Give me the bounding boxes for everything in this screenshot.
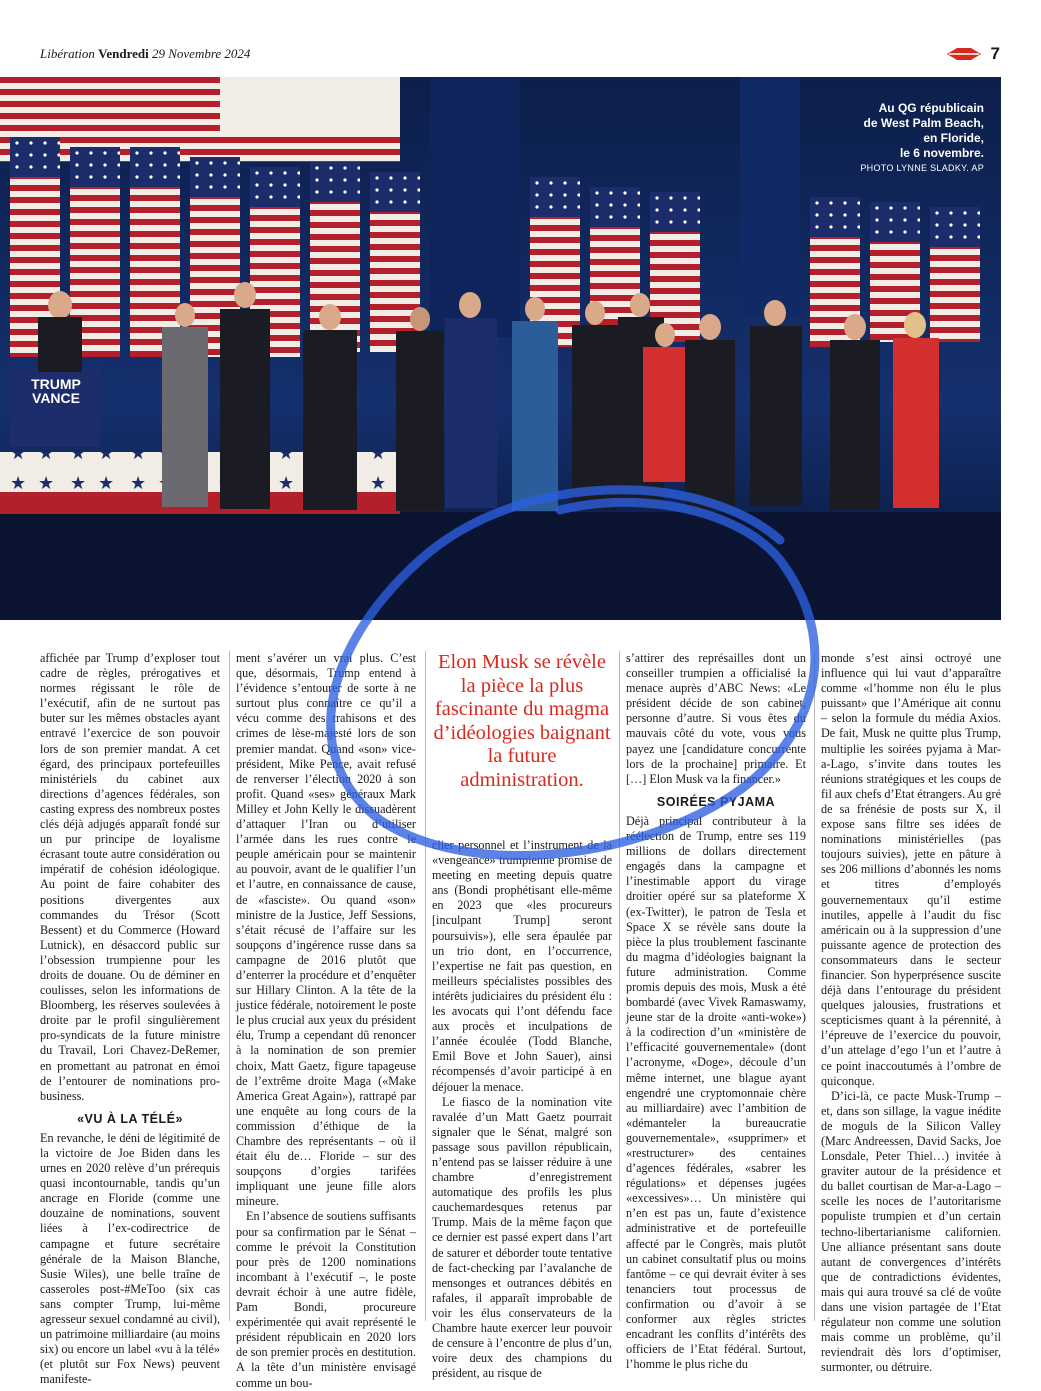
paragraph: En l’absence de soutiens suffisants pour sa confirmation par le Sénat – comme le prévoit la Constitution pour près de 1200 nominations incombant à l’exécutif –, le poste devrait échoir à une autre fidèle, Pam Bondi, procureure expérimentée qui avait représenté le président républicain en 2020 lors de son premier procès en destitution. A la tête d’un ministère envisagé comme un bou- (236, 1209, 416, 1390)
paragraph: s’attirer des représailles dont un conseiller trumpien a officialisé la menace auprès d’ABC News: «Le président décide de son cabinet, personne d’autre. Si vous êtes du mauvais côté du vote, vous vous payez une [candidature concurrente lors de la prochaine] primaire. Et […] Elon Musk va la financer.» (626, 651, 806, 786)
caption-line: en Floride, (923, 131, 984, 145)
subheading: SOIRÉES PYJAMA (656, 794, 776, 809)
article-column-4 (626, 651, 806, 1372)
column-rule (814, 651, 815, 1321)
page-number: 7 (990, 44, 1000, 63)
paragraph: D’ici-là, ce pacte Musk-Trump – et, dans son sillage, la vague inédite de moguls de la Silicon Valley (Marc Andreessen, David Sacks, Joe Lonsdale, Peter Thiel…) invitée à graviter autour de la présidence et du ballet courtisan de Mar-a-Lago – scelle les noces de l’autoritarisme populiste trumpien et d’un certain techno-libertarianisme californien. Une alliance présentant sans doute autant de convergences d’intérêts que de contradictions évidentes, mais qui aura trouvé sa clé de voûte dans une vision partagée de l’Etat régulateur non comme une solution mais comme un problème, qu’il reviendrait dès lors d’optimiser, surmonter, ou détruire. (821, 1088, 1001, 1375)
pull-quote: Elon Musk se révèle la pièce la plus fascinante du magma d’idéologies baignant la future administration. (433, 651, 611, 791)
main-photo (0, 77, 1001, 620)
paragraph: ment s’avérer un vrai plus. C’est que, désormais, Trump entend à l’évidence s’entourer de sorte à ne surtout plus connaître ce qu’il a vécu comme des trahisons et des crimes de lèse-majesté lors de son premier mandat. Quand «son» vice-président, Mike Pence, avait refusé de renverser l’élection 2020 à son profit. Quand «ses» généraux Mark Milley et John Kelly le dissuadèrent d’attaquer l’Iran ou d’utiliser l’armée dans les rues contre le peuple américain pour se maintenir au pouvoir, avant de le qualifier l’un et l’autre, en connaissance de cause, de «fasciste». Ou quand «son» ministre de la Justice, Jeff Sessions, s’était récusé de l’affaire sur les soupçons d’ingérence russe dans sa campagne de 2016 plutôt que d’enterrer la procédure et d’enquêter sur Hillary Clinton. A la tête de la justice fédérale, notoirement le poste le plus crucial aux yeux du président élu, Trump a cependant dû renoncer à la nomination de son premier choix, Matt Gaetz, figure tapageuse de l’extrême droite Maga («Make America Great Again»), rattrapé par une enquête au long cours de la commission d’éthique de la Chambre des représentants – où il était élu de… Floride – sur des soupçons d’orgies tarifées impliquant une jeune fille alors mineure. (236, 651, 416, 1209)
folio (40, 46, 250, 62)
article-column-1 (40, 651, 220, 1388)
photo-credit: PHOTO LYNNE SLADKY. AP (860, 163, 984, 173)
paragraph: affichée par Trump d’exploser tout cadre de règles, prérogatives et normes régissant le rôle de l’exécutif, afin de ne surtout pas buter sur les mêmes obstacles ayant entravé l’exercice de son pouvoir lors de son premier mandat. A cet égard, des principaux portefeuilles ministériels du cabinet aux directions d’agences fédérales, son casting express des nombreux postes clés déjà adjugés apparaît fondé sur un pur principe de loyalisme écrasant toute autre considération ou impératif de cohésion idéologique. Au point de faire cohabiter des positions divergentes aux commandes du Trésor (Scott Bessent) et du Commerce (Howard Lutnick), en désaccord public sur l’obsession trumpienne pour les droits de douane. Ou de déminer en coulisses, selon les informations de Bloomberg, les réserves soulevées à droite par le profil singulièrement pro-syndicats de la future ministre du Travail, Lori Chavez-DeRemer, en promettant au patronat en émoi de l’entourer de nominations pro-business. (40, 651, 220, 1103)
podium-sign-line-2: VANCE (32, 390, 80, 406)
column-rule (619, 651, 620, 1321)
podium-sign (16, 377, 96, 405)
liberation-arrow-icon (947, 48, 981, 60)
paragraph: Le fiasco de la nomination vite ravalée d’un Matt Gaetz pourrait signaler que le Sénat, malgré son passage sous pavillon républicain, n’entend pas se laisser réduire à une chambre d’enregistrement automatique des profils les plus cauchemardesques retenus par Trump. Mais de la même façon que ce dernier est passé expert dans l’art de saturer et déborder toute tentative de fact-checking par l’avalanche de mensonges et outrances débités en rafales, il apparaît improbable de voir les élus conservateurs de la Chambre haute exercer leur pouvoir de censure à l’encontre de plus d’un, voire deux des champions du président, au risque de (432, 1094, 612, 1381)
column-rule (425, 651, 426, 1321)
caption-line: Au QG républicain (878, 101, 984, 115)
paragraph: clier personnel et l’instrument de la «vengeance» trumpienne promise de meeting en meeting depuis quatre ans (Bondi prophétisant elle-même en 2023 que «les procureurs [inculpant Trump] seront poursuivis»), elle sera épaulée par un trio dont, en l’occurrence, l’expertise ne fait pas question, en meilleurs spécialistes possibles des intérêts judiciaires du président élu : les avocats qui l’ont défendu face aux procès et inculpations de l’année écoulée (Todd Blanche, Emil Bove et John Sauer), ainsi récompensés d’avoir participé à en déjouer la menace. (432, 838, 612, 1094)
paragraph: Déjà principal contributeur à la réélection de Trump, entre ses 119 millions de dollars directement engagés dans la campagne et l’inestimable apport du virage droitier opéré sur sa plateforme X (ex-Twitter), le patron de Tesla et Space X se révèle sans doute la pièce la plus troublement fascinante du magma d’idéologies baignant la future administration. Comme promis depuis des mois, Musk a été bombardé (avec Vivek Ramaswamy, jeune star de la droite «anti-woke») à la codirection d’un «ministère de l’efficacité gouvernementale» (dont l’acronyme, «Doge», découle d’un même internet, une blague ayant engendré une cryptomonnaie chère au milliardaire) avec l’ambition de «démanteler la bureaucratie gouvernementale», «supprimer» et «restructurer» des centaines d’agences fédérales, «sabrer les régulations» et dépenses jugées «excessives»… Un ministère qui n’en est pas un, faute d’existence administrative et de portefeuille affecté par le Congrès, mais plutôt un cabinet consultatif plus ou moins fantôme – ce qui devrait éviter à ses tenanciers tout processus de confirmation ou d’avoir à se conformer aux règles strictes encadrant les conflits d’intérêts des officiers de l’Etat fédéral. Surtout, l’homme le plus riche du (626, 813, 806, 1372)
folio-date: 29 Novembre 2024 (151, 46, 251, 61)
page-header (40, 44, 1000, 66)
paragraph: monde s’est ainsi octroyé une influence qui lui vaut d’apparaître comme «l’homme non élu le plus puissant» que l’Amérique ait connu – selon la formule du média Axios. De fait, Musk ne quitte plus Trump, multiplie les soirées pyjama à Mar-a-Lago, s’invite dans toutes les réunions stratégiques et les coups de fil aux chefs d’Etat étrangers. Au gré de sa frénésie de posts sur X, il expose sans filtre ses idées de nominations ministérielles (pas toujours suivies), jette en pâture à ses 206 millions d’abonnés les noms et titres d’employés gouvernementaux qu’il estime inutiles, appelle à l’audit du fisc américain ou à la suppression d’une puissante agence de protection des consommateurs dans le secteur financier. Son hyperprésence suscite déjà dans l’entourage du président quelques jalousies, frustrations et scepticismes quant à la pérennité, à l’épreuve de l’exercice du pouvoir, d’un attelage d’ego l’un et l’autre à ce point inaccoutumés à l’ombre de quiconque. (821, 651, 1001, 1088)
photo-caption (860, 101, 984, 176)
article-column-3 (432, 838, 612, 1381)
page-number-block (947, 44, 1000, 64)
stage-scene-image (0, 77, 1001, 620)
article-column-2 (236, 651, 416, 1391)
paragraph: En revanche, le déni de légitimité de la victoire de Joe Biden dans les urnes en 2020 relève d’un prérequis quasi incontournable, tandis qu’un ancrage en Floride (comme une douzaine de nominations, souvent liées à l’ex-codirectrice de campagne et future secrétaire générale de la Maison Blanche, Susie Wiles), une belle traîne de casseroles post-#MeToo (six cas sans compter Trump, lui-même agresseur sexuel condamné au civil), un patrimoine milliardaire (au moins six) ou encore un label «vu à la télé» (et plutôt sur Fox News) peuvent manifeste- (40, 1130, 220, 1387)
subheading: «VU À LA TÉLÉ» (77, 1111, 183, 1126)
podium-sign-line-1: TRUMP (31, 376, 81, 392)
folio-day: Vendredi (98, 46, 149, 61)
caption-line: le 6 novembre. (899, 146, 984, 160)
publication-name: Libération (40, 46, 95, 61)
caption-line: de West Palm Beach, (863, 116, 984, 130)
column-rule (229, 651, 230, 1321)
article-column-5 (821, 651, 1001, 1376)
